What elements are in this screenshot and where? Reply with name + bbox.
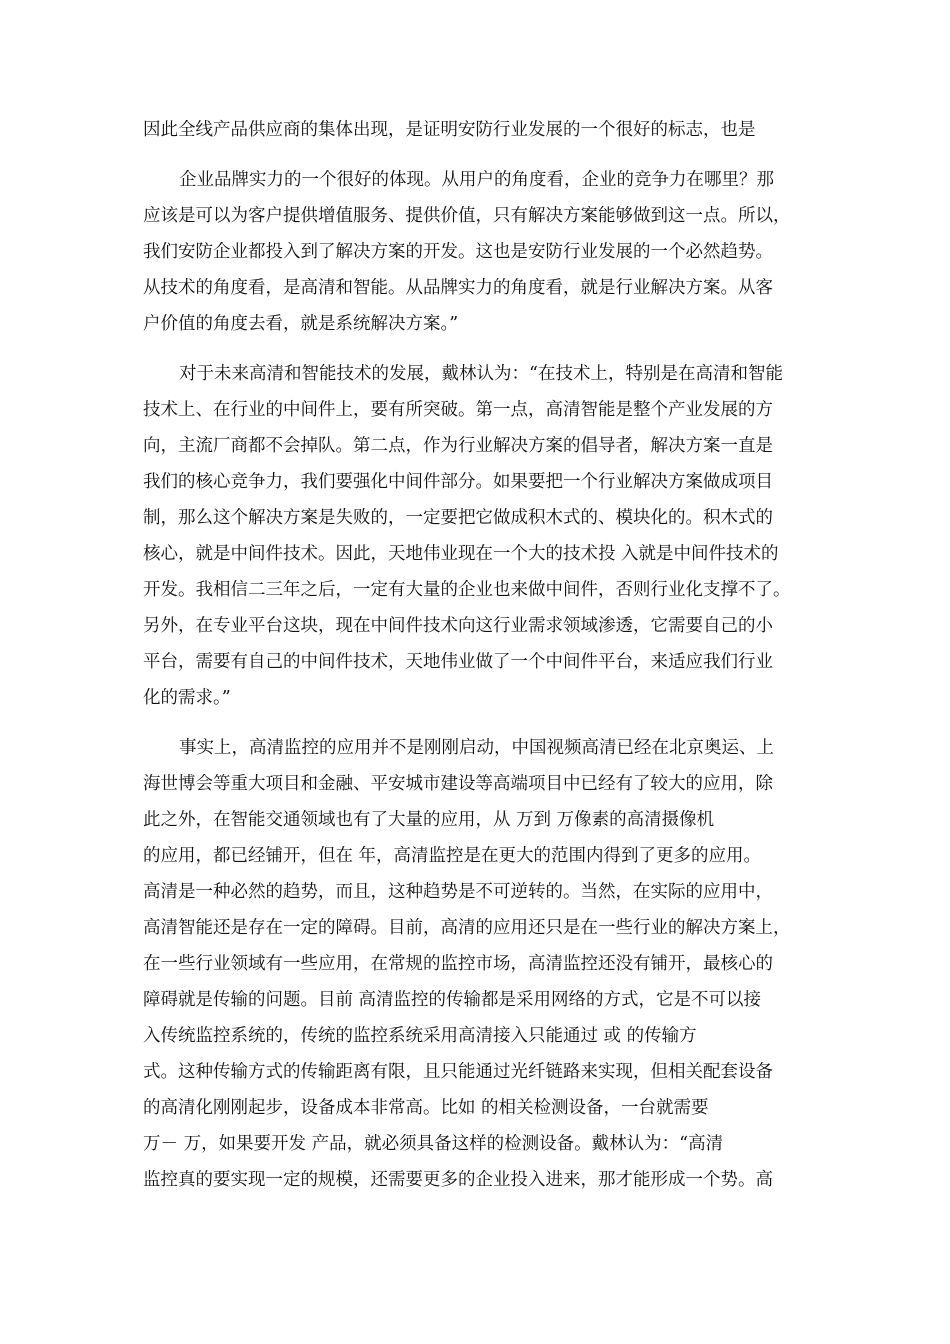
text-line: 从技术的角度看，是高清和智能。从品牌实力的角度看，就是行业解决方案。从客 bbox=[143, 278, 773, 298]
text-line: 高清智能还是存在一定的障碍。目前，高清的应用还只是在一些行业的解决方案上， bbox=[143, 918, 791, 938]
text-line: 核心，就是中间件技术。因此，天地伟业现在一个大的技术投 入就是中间件技术的 bbox=[143, 544, 779, 564]
text-line: 事实上，高清监控的应用并不是刚刚启动，中国视频高清已经在北京奥运、上 bbox=[179, 738, 774, 758]
text-line: 我们安防企业都投入到了解决方案的开发。这也是安防行业发展的一个必然趋势。 bbox=[143, 242, 773, 262]
paragraph-future-technology bbox=[143, 356, 811, 716]
text-line: 户价值的角度去看，就是系统解决方案。” bbox=[143, 314, 459, 334]
text-line: 入传统监控系统的，传统的监控系统采用高清接入只能通过 或 的传输方 bbox=[143, 1026, 697, 1046]
text-line: 技术上、在行业的中间件上，要有所突破。第一点，高清智能是整个产业发展的方 bbox=[143, 400, 773, 420]
text-line: 监控真的要实现一定的规模，还需要更多的企业投入进来，那才能形成一个势。高 bbox=[143, 1170, 773, 1190]
text-line: 式。这种传输方式的传输距离有限，且只能通过光纤链路来实现，但相关配套设备 bbox=[143, 1062, 773, 1082]
text-line: 的高清化刚刚起步，设备成本非常高。比如 的相关检测设备，一台就需要 bbox=[143, 1098, 709, 1118]
text-line: 障碍就是传输的问题。目前 高清监控的传输都是采用网络的方式，它是不可以接 bbox=[143, 990, 762, 1010]
text-line: 企业品牌实力的一个很好的体现。从用户的角度看，企业的竞争力在哪里？那 bbox=[179, 170, 774, 190]
text-line: 因此全线产品供应商的集体出现，是证明安防行业发展的一个很好的标志，也是 bbox=[143, 120, 756, 140]
text-line: 海世博会等重大项目和金融、平安城市建设等高端项目中已经有了较大的应用，除 bbox=[143, 774, 773, 794]
paragraph-brand-strength bbox=[143, 162, 811, 342]
text-line: 我们的核心竞争力，我们要强化中间件部分。如果要把一个行业解决方案做成项目 bbox=[143, 472, 773, 492]
text-line: 开发。我相信二三年之后，一定有大量的企业也来做中间件，否则行业化支撑不了。 bbox=[143, 580, 791, 600]
text-line: 高清是一种必然的趋势，而且，这种趋势是不可逆转的。当然，在实际的应用中， bbox=[143, 882, 773, 902]
text-line: 制，那么这个解决方案是失败的，一定要把它做成积木式的、模块化的。积木式的 bbox=[143, 508, 773, 528]
text-line: 另外，在专业平台这块，现在中间件技术向这行业需求领域渗透，它需要自己的小 bbox=[143, 616, 773, 636]
paragraph-spacing bbox=[143, 342, 811, 356]
paragraph-spacing bbox=[143, 148, 811, 162]
paragraph-hd-monitoring bbox=[143, 730, 811, 1198]
text-line: 向，主流厂商都不会掉队。第二点，作为行业解决方案的倡导者，解决方案一直是 bbox=[143, 436, 773, 456]
paragraph-spacing bbox=[143, 716, 811, 730]
text-line: 平台，需要有自己的中间件技术，天地伟业做了一个中间件平台，来适应我们行业 bbox=[143, 652, 773, 672]
text-line: 此之外，在智能交通领域也有了大量的应用，从 万到 万像素的高清摄像机 bbox=[143, 810, 715, 830]
text-line: 对于未来高清和智能技术的发展，戴林认为：“在技术上，特别是在高清和智能 bbox=[179, 364, 783, 384]
document-body bbox=[143, 112, 811, 1198]
text-line: 的应用，都已经铺开，但在 年，高清监控是在更大的范围内得到了更多的应用。 bbox=[143, 846, 762, 866]
text-line: 万－ 万，如果要开发 产品，就必须具备这样的检测设备。戴林认为：“高清 bbox=[143, 1134, 724, 1154]
text-line: 在一些行业领域有一些应用，在常规的监控市场，高清监控还没有铺开，最核心的 bbox=[143, 954, 773, 974]
paragraph-intro-continued bbox=[143, 112, 811, 148]
text-line: 应该是可以为客户提供增值服务、提供价值，只有解决方案能够做到这一点。所以， bbox=[143, 206, 791, 226]
text-line: 化的需求。” bbox=[143, 688, 231, 708]
